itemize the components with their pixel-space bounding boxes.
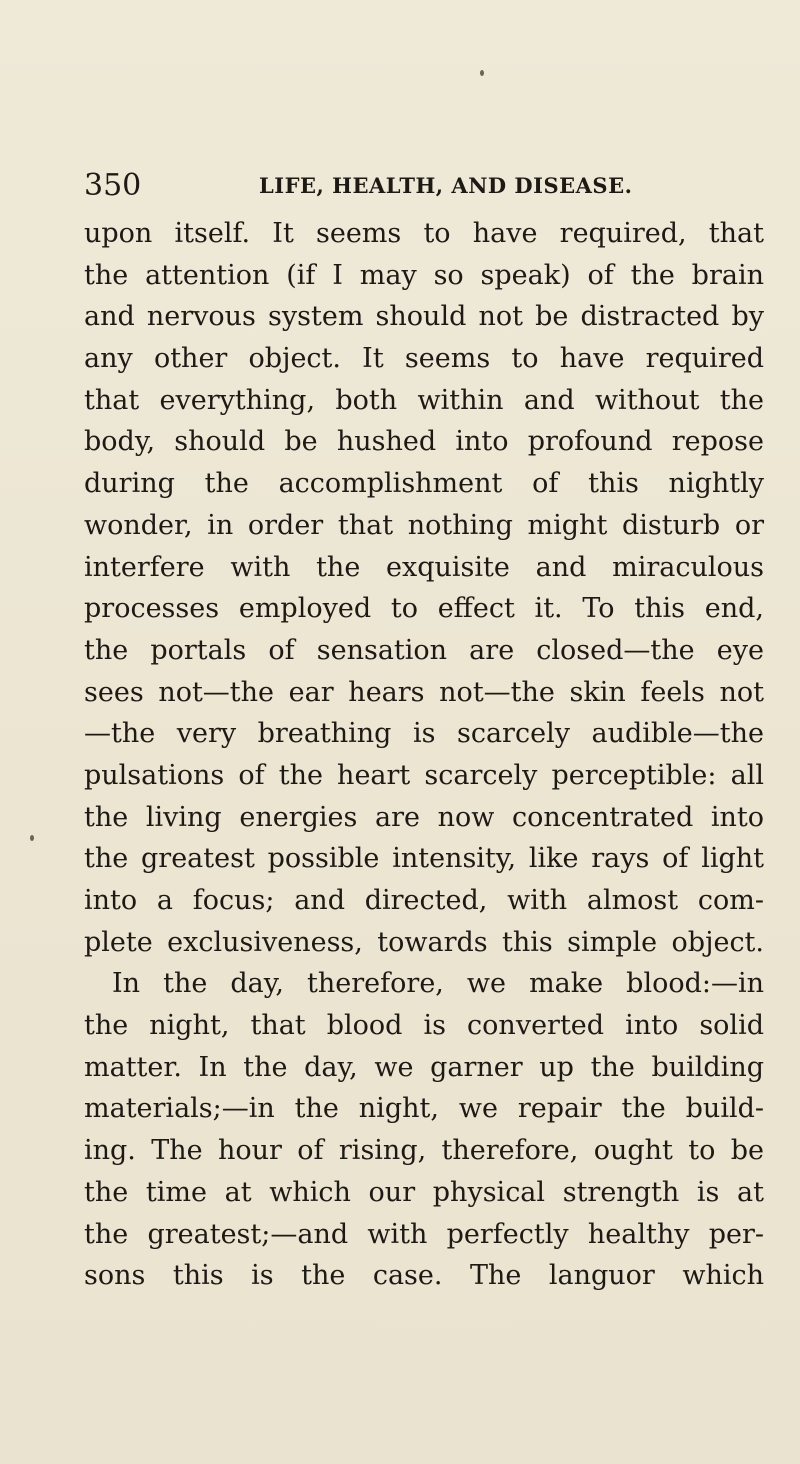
text-line: that everything, both within and without the: [84, 384, 764, 416]
body-text: [84, 213, 764, 1297]
text-line: the time at which our physical strength is at: [84, 1176, 764, 1208]
text-line: the greatest possible intensity, like rays of light: [84, 843, 764, 875]
text-line: pulsations of the heart scarcely perceptible: all: [84, 759, 764, 791]
text-line: during the accomplishment of this nightly: [84, 468, 764, 500]
text-line: —the very breathing is scarcely audible—the: [84, 718, 764, 750]
text-line-paragraph-start: In the day, therefore, we make blood:—in: [112, 968, 764, 1000]
text-line: interfere with the exquisite and miraculous: [84, 551, 764, 583]
text-line: the portals of sensation are closed—the eye: [84, 634, 764, 666]
page-header: [84, 166, 764, 206]
text-line: the night, that blood is converted into solid: [84, 1010, 764, 1042]
running-head: LIFE, HEALTH, AND DISEASE.: [259, 173, 633, 198]
text-line: and nervous system should not be distracted by: [84, 301, 764, 333]
print-speck: [480, 70, 484, 76]
page-number: 350: [84, 168, 142, 203]
text-line: body, should be hushed into profound repose: [84, 426, 764, 458]
text-line: the living energies are now concentrated into: [84, 801, 764, 833]
print-speck: [30, 835, 34, 841]
text-line: materials;—in the night, we repair the build-: [84, 1093, 764, 1125]
text-line: wonder, in order that nothing might disturb or: [84, 509, 764, 541]
text-line: sees not—the ear hears not—the skin feels not: [84, 676, 764, 708]
text-line: into a focus; and directed, with almost com-: [84, 885, 764, 916]
text-line: upon itself. It seems to have required, that: [84, 218, 764, 249]
text-line: ing. The hour of rising, therefore, ought to be: [84, 1135, 764, 1167]
text-line: processes employed to effect it. To this end,: [84, 593, 764, 625]
text-line: the greatest;—and with perfectly healthy per-: [84, 1218, 764, 1250]
text-line: matter. In the day, we garner up the building: [84, 1051, 764, 1083]
text-line: the attention (if I may so speak) of the brain: [84, 259, 764, 291]
text-line: any other object. It seems to have required: [84, 343, 764, 375]
text-line: sons this is the case. The languor which: [84, 1260, 764, 1292]
text-line: plete exclusiveness, towards this simple object.: [84, 926, 764, 958]
